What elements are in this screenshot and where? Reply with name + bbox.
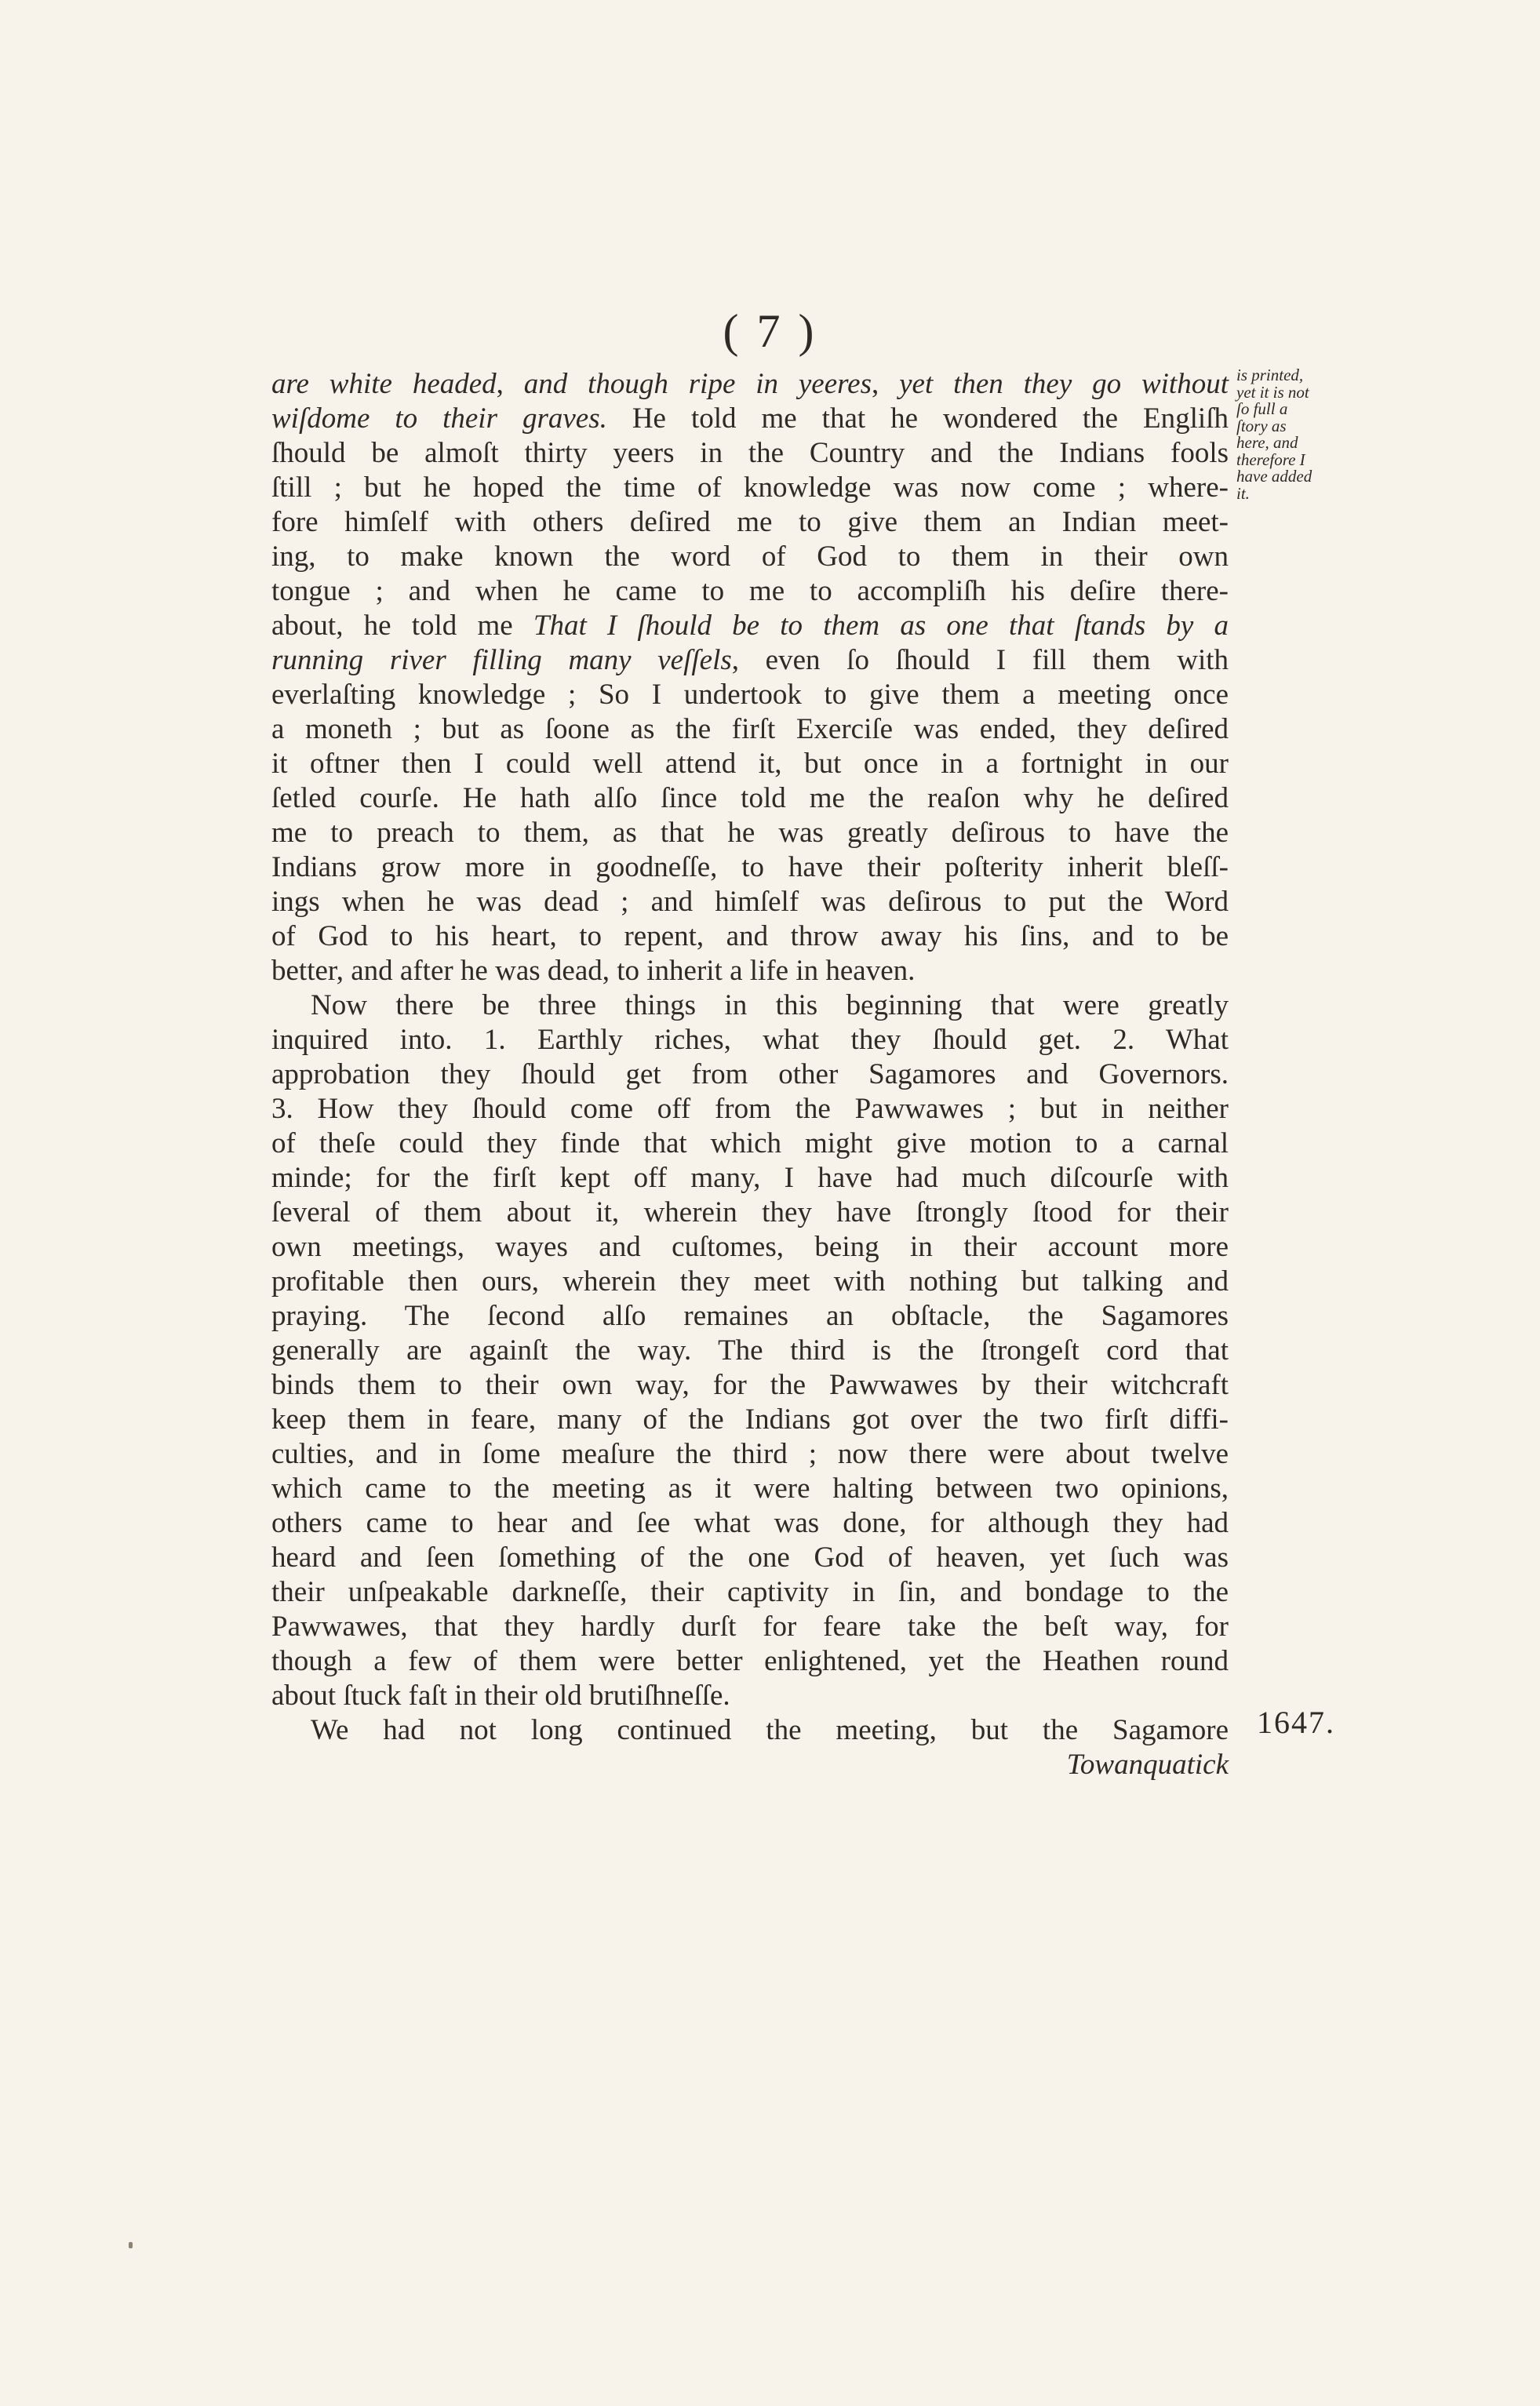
text-line [271,1092,1229,1127]
margin-note-line: have added [1236,467,1312,486]
italic-text: Towanquatick [1066,1749,1229,1781]
roman-text: Indians grow more in goodneſſe, to have their poſterity inherit bleſſ- [271,851,1229,883]
roman-text: me to preach to them, as that he was greatly deſirous to have the [271,817,1229,849]
text-line [271,1057,1229,1092]
text-line [271,954,1229,988]
roman-text: others came to hear and ſee what was done, for although they had [271,1507,1229,1539]
text-line [271,609,1229,643]
roman-text: own meetings, wayes and cuſtomes, being in their account more [271,1231,1229,1263]
text-line [271,781,1229,816]
roman-text: it oftner then I could well attend it, but once in a fortnight in our [271,748,1229,780]
margin-note-line: here, and [1236,433,1298,452]
roman-text: about ſtuck faſt in their old brutiſhneſſe. [271,1680,730,1712]
text-line [271,1437,1229,1472]
text-line [271,1403,1229,1437]
text-line [271,643,1229,678]
italic-text: are white headed [271,368,497,400]
roman-text: He told me that he wondered the Engliſh [606,402,1229,435]
roman-text: better, and after he was dead, to inherit a life in heaven. [271,955,916,987]
text-line [271,1575,1229,1610]
text-line [271,1713,1229,1748]
text-line [271,1679,1229,1713]
ink-speck [129,2242,133,2248]
roman-text: ſhould be almoſt thirty yeers in the Country and the Indians fools [271,437,1229,469]
text-line [271,816,1229,850]
text-line [271,402,1229,436]
roman-text: , [496,368,524,400]
text-line [271,505,1229,540]
italic-text: wiſdome to their graves. [271,402,607,435]
roman-text: 3. How they ſhould come off from the Pawwawes ; but in neither [271,1093,1229,1125]
margin-note-line: yet it is not [1236,382,1309,402]
margin-year: 1647. [1257,1705,1335,1740]
text-line [271,1023,1229,1057]
roman-text: generally are againſt the way. The third is the ſtrongeſt cord that [271,1334,1229,1367]
page-number: ( 7 ) [723,305,817,357]
roman-text: of theſe could they finde that which might give motion to a carnal [271,1127,1229,1159]
text-line [271,885,1229,919]
text-line [271,1644,1229,1679]
roman-text: We had not long continued the meeting, but the Sagamore [311,1714,1229,1746]
text-line [271,1541,1229,1575]
roman-text: ſtill ; but he hoped the time of knowledge was now come ; where- [271,471,1229,504]
text-line [271,850,1229,885]
roman-text: Now there be three things in this beginning that were greatly [311,989,1229,1021]
text-line [271,678,1229,712]
margin-note-line: ſo full a [1236,399,1288,418]
text-line [271,1748,1229,1782]
roman-text: though a few of them were better enlightened, yet the Heathen round [271,1645,1229,1677]
text-line [271,1265,1229,1299]
roman-text: ing, to make known the word of God to them in their own [271,541,1229,573]
roman-text: their unſpeakable darkneſſe, their captivity in ſin, and bondage to the [271,1576,1229,1608]
roman-text: ings when he was dead ; and himſelf was deſirous to put the Word [271,886,1229,918]
roman-text: heard and ſeen ſomething of the one God of heaven, yet ſuch was [271,1542,1229,1574]
roman-text: a moneth ; but as ſoone as the firſt Exerciſe was ended, they deſired [271,713,1229,745]
roman-text: Pawwawes, that they hardly durſt for feare take the beſt way, for [271,1611,1229,1643]
roman-text: minde; for the firſt kept off many, I have had much diſcourſe with [271,1162,1229,1194]
text-line [271,747,1229,781]
text-line [271,1230,1229,1265]
text-line [271,919,1229,954]
roman-text: fore himſelf with others deſired me to give them an Indian meet- [271,506,1229,538]
roman-text: , even ſo ſhould I fill them with [731,644,1229,676]
text-line [271,988,1229,1023]
text-line [271,1610,1229,1644]
text-line [271,1472,1229,1506]
text-line [271,436,1229,471]
roman-text: approbation they ſhould get from other Sagamores and Governors. [271,1058,1229,1090]
margin-note-line: therefore I [1236,450,1305,469]
margin-note-line: it. [1236,483,1250,503]
text-line [271,712,1229,747]
text-line [271,1299,1229,1334]
text-line [271,1196,1229,1230]
text-line [271,1161,1229,1196]
text-line [271,367,1229,402]
italic-text: yet then they go without [899,368,1229,400]
text-line [271,574,1229,609]
roman-text: culties, and in ſome meaſure the third ; now there were about twelve [271,1438,1229,1470]
margin-note-line: ſtory as [1236,416,1287,435]
body-text [271,367,1229,1782]
roman-text: binds them to their own way, for the Pawwawes by their witchcraft [271,1369,1229,1401]
text-line [271,1334,1229,1368]
roman-text: about, he told me [271,610,533,642]
roman-text: everlaſting knowledge ; So I undertook to give them a meeting once [271,679,1229,711]
roman-text: of God to his heart, to repent, and throw away his ſins, and to be [271,920,1229,952]
roman-text: ſeveral of them about it, wherein they have ſtrongly ſtood for their [271,1196,1229,1228]
text-line [271,1506,1229,1541]
italic-text: and though ripe in yeeres [523,368,872,400]
roman-text: profitable then ours, wherein they meet with nothing but talking and [271,1265,1229,1298]
text-line [271,1368,1229,1403]
italic-text: running river filling many veſſels [271,644,732,676]
text-line [271,471,1229,505]
italic-text: That I ſhould be to them as one that ſtands by a [533,610,1229,642]
roman-text: , [871,368,900,400]
roman-text: tongue ; and when he came to me to accompliſh his deſire there- [271,575,1229,607]
roman-text: keep them in feare, many of the Indians got over the two firſt diffi- [271,1403,1229,1436]
roman-text: praying. The ſecond alſo remaines an obſtacle, the Sagamores [271,1300,1229,1332]
text-line [271,1127,1229,1161]
text-line [271,540,1229,574]
roman-text: ſetled courſe. He hath alſo ſince told me the reaſon why he deſired [271,782,1229,814]
roman-text: inquired into. 1. Earthly riches, what they ſhould get. 2. What [271,1024,1229,1056]
roman-text: which came to the meeting as it were halting between two opinions, [271,1472,1229,1505]
margin-note-line: is printed, [1236,366,1304,384]
margin-note [1236,367,1370,502]
